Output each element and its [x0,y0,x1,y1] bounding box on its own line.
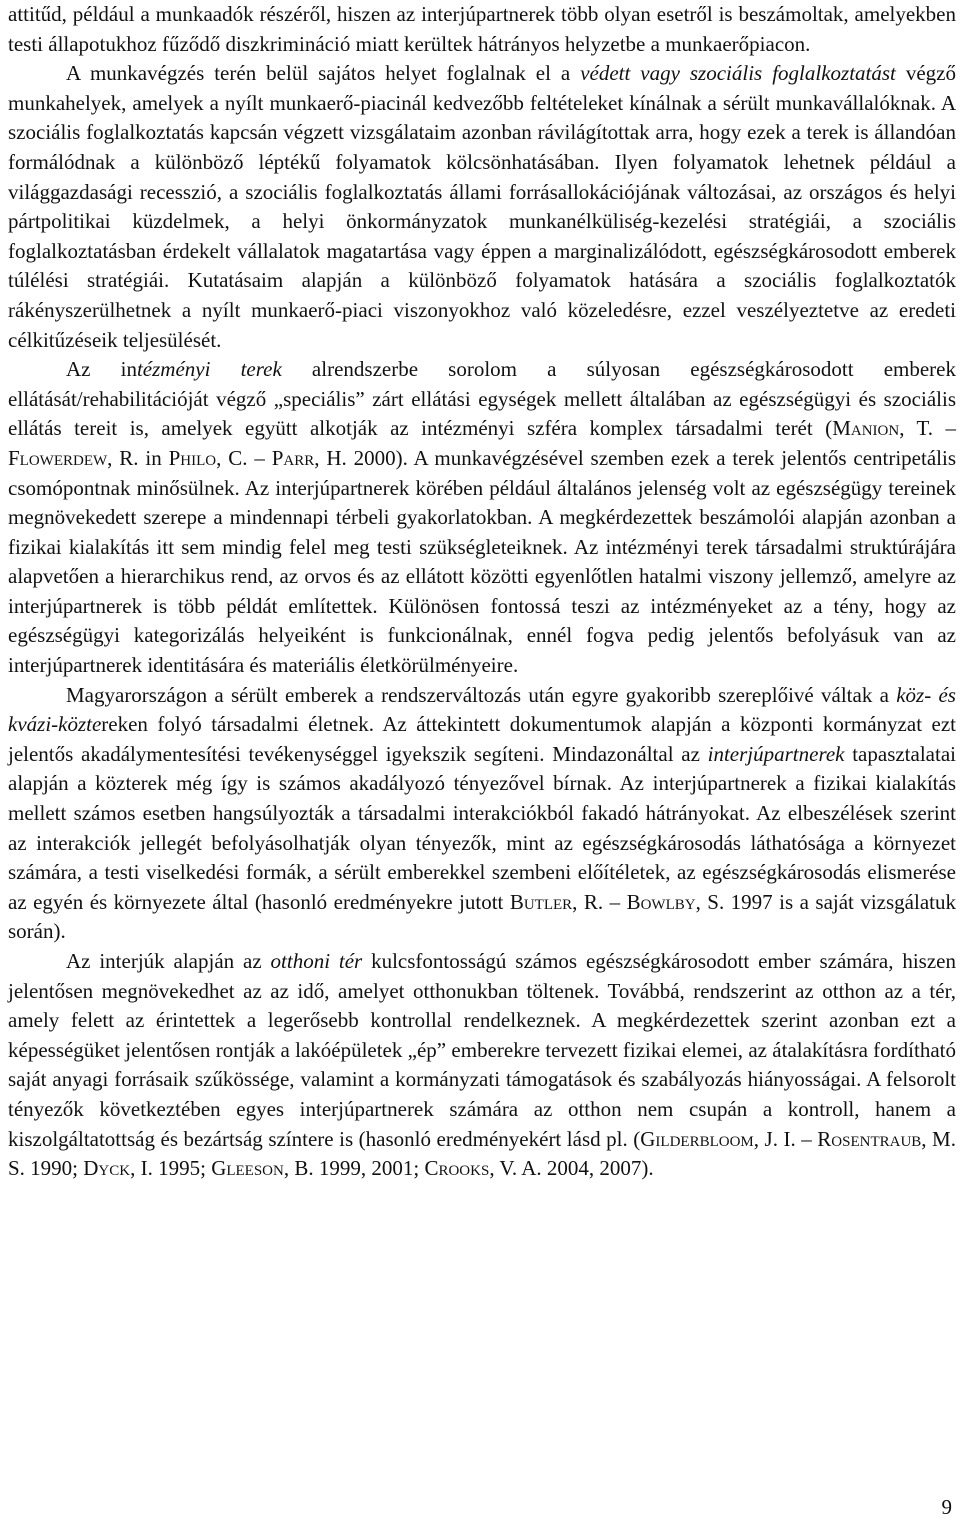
author-name: Philo [168,445,217,470]
italic-run: otthoni tér [270,949,363,973]
text-run: kulcsfontosságú számos egészségkárosodott ember számára, hiszen jelentősen megnövekedhet az az idő, amelyet otthonukban töltenek. Továbbá, rendszerint az otthon az a tér, amely felett az érintettek a legerősebb kontrollal rendelkeznek. A megkérdezettek szerint azonban ezt a képességüket jelentősen rontják a lakóépületek „ép” emberekre tervezett fizikai elemei, az átalakításra fordítható saját anyagi forrásaik szűkössége, valamint a kormányzati támogatások és szabályozás hiányosságai. A felsorolt tényezők következtében egyes interjúpartnerek számára az otthon nem csupán a kontroll, hanem a kiszolgáltatottság és bezártság színtere is (hasonló eredményekért lásd pl. ( [8,949,956,1151]
text-run: alrendszerbe sorolom a súlyosan egészségkárosodott emberek ellátását/rehabilitációját végző „speciális” zárt ellátási egységek mellett általában az egészségügyi és szociális ellátás tereit is, amelyek együtt alkotják az intézményi szféra komplex társadalmi terét ( [8,357,956,441]
text-run: Magyarországon a sérült emberek a rendszerváltozás után egyre gyakoribb szereplőivé váltak a [66,682,897,707]
body-paragraph [8,355,956,681]
author-name: Manion [832,416,900,441]
italic-run: köz- és kvázi-közte [8,682,956,737]
text-run: Az in [66,357,137,382]
page-number: 9 [941,1495,952,1519]
text-run: attitűd, például a munkaadók részéről, hiszen az interjúpartnerek több olyan esetről is beszámoltak, amelyekben testi állapotukhoz fűződő diszkrimináció miatt kerültek hátrányos helyzetbe a munkaerőpiacon. [8,2,956,56]
text-run: , R. in [107,445,169,470]
text-run: , V. A. 2004, 2007). [489,1156,654,1181]
text-run: , J. I. – [753,1126,818,1151]
document-body [8,0,956,1184]
text-run: , T. – [899,416,957,441]
author-name: Butler [509,889,573,914]
body-paragraph [8,947,956,1184]
text-run: , M. S. 1990; [8,1126,956,1181]
text-run: , R. – [572,889,627,914]
italic-run: tézményi terek [136,357,282,382]
text-run: , B. 1999, 2001; [283,1156,425,1181]
text-run: tapasztalatai alapján a közterek még így is számos akadályozó tényezővel bírnak. Az interjúpartnerek a fizikai kialakítás mellett számos esetben hangsúlyozták a társadalmi interakciókból fakadó hátrányokat. Az elbeszélések szerint az interakciók jellegét befolyásolhatják olyan tényezők, mint az egészségkárosodás láthatósága a környezet számára, a testi viselkedési formák, a sérült emberekkel szembeni előítéletek, az egészségkárosodás elismerése az egyén és környezete által (hasonló eredményekre jutott [8,741,956,914]
body-paragraph [8,681,956,947]
body-paragraph [8,59,956,355]
author-name: Dyck [83,1156,131,1181]
italic-run: védett vagy szociális foglalkoztatást [580,61,896,86]
text-run: A munkavégzés terén belül sajátos helyet foglalnak el a [66,61,581,86]
text-run: reken folyó társadalmi életnek. Az áttekintett dokumentumok alapján a központi kormányzat ezt jelentős akadálymentesítési tevékenységgel igyekszik segíteni. Mindazonáltal az [8,712,956,766]
italic-run: interjúpartnerek [707,741,845,766]
author-name: Gilderbloom [640,1126,754,1151]
text-run: , S. 1997 is a saját vizsgálatuk során). [8,889,956,944]
author-name: Parr [271,445,315,470]
text-run: végző munkahelyek, amelyek a nyílt munkaerő-piacinál kedvezőbb feltételeket kínálnak a sérült munkavállalóknak. A szociális foglalkoztatás kapcsán végzett vizsgálataim azonban rávilágítottak arra, hogy ezek a terek is állandóan formálódnak a különböző léptékű folyamatok kölcsönhatásában. Ilyen folyamatok lehetnek például a világgazdasági recesszió, a szociális foglalkoztatás állami forrásallokációjának változásai, az országos és helyi pártpolitikai küzdelmek, a helyi önkormányzatok munkanélküliség-kezelési stratégiái, a szociális foglalkoztatásban érdekelt vállalatok magatartása vagy éppen a marginalizálódott, egészségkárosodott emberek túlélési stratégiái. Kutatásaim alapján a különböző folyamatok hatására a szociális foglalkoztatók rákényszerülhetnek a nyílt munkaerő-piaci viszonyokhoz való közeledésre, ezzel veszélyeztetve az eredeti célkitűzéseik teljesülését. [8,61,956,352]
body-paragraph [8,0,956,59]
text-run: , H. 2000). A munkavégzésével szemben ezek a terek jelentős centripetális csomópontnak minősülnek. Az interjúpartnerek körében például általános jelenség volt az egészségügy tereinek megnövekedett szerepe a mindennapi térbeli gyakorlatokban. A megkérdezettek beszámolói alapján azonban a fizikai kialakítás itt sem mindig felel meg testi szükségleteiknek. Az intézményi terek társadalmi struktúrájára alapvetően a hierarchikus rend, az orvos és az ellátott közötti egyenlőtlen hatalmi viszony jellemző, amelyre az interjúpartnerek is több példát említettek. Különösen fontossá teszi az intézményeket az a tény, hogy az egészségügyi kategorizálás helyeiként is funkcionálnak, ennél fogva pedig jelentős befolyásuk van az interjúpartnerek identitására és materiális életkörülményeire. [8,445,956,678]
text-run: , I. 1995; [130,1156,212,1181]
author-name: Crooks [424,1156,490,1181]
author-name: Flowerdew [8,445,108,470]
author-name: Bowlby [626,889,696,914]
text-run: Az interjúk alapján az [66,949,271,973]
author-name: Gleeson [211,1156,284,1181]
text-run: , C. – [216,445,272,470]
author-name: Rosentraub [817,1126,922,1151]
